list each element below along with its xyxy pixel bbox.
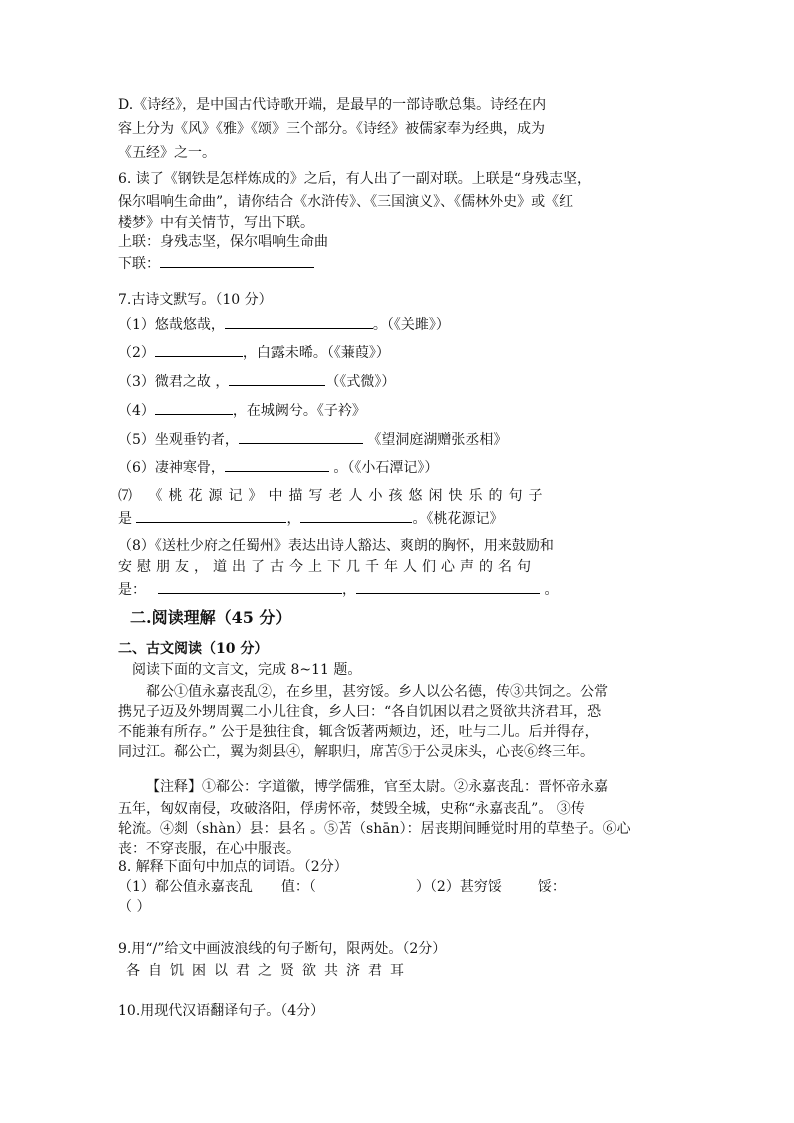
q8-item1-sentence: （1）郗公值永嘉丧乱	[118, 879, 253, 895]
q7-item4	[118, 400, 366, 420]
q7-item6-suffix: 。（《小石潭记》）	[328, 460, 439, 476]
q7-item7-comma: ，	[286, 511, 301, 527]
q7-item1-prefix: （1）悠哉悠哉，	[118, 317, 225, 333]
q6-xialian-label: 下联：	[118, 256, 160, 272]
q7-item7-blank-b[interactable]	[300, 508, 412, 523]
q6-shanglian: 上联：身残志坚，保尔唱响生命曲	[118, 234, 328, 250]
q10-title: 10.用现代汉语翻译句子。（4分）	[118, 1003, 325, 1019]
q7-item6-blank[interactable]	[225, 457, 329, 472]
note-line2: 五年，匈奴南侵，攻破洛阳，俘虏怀帝，焚毁全城，史称“永嘉丧乱”。 ③传	[118, 801, 585, 817]
q7-item8-line2: 安慰朋友，道出了古今上下几千年人们心声的名句	[118, 559, 536, 575]
q7-item8-prefix: 是：	[118, 582, 146, 598]
q7-item7-prefix: 是	[118, 511, 137, 527]
q7-item6	[118, 457, 438, 477]
q7-item3-prefix: （3）微君之故 ，	[118, 374, 230, 390]
q7-item5-prefix: （5）坐观垂钓者，	[118, 432, 239, 448]
q6-line1: 6. 读了《钢铁是怎样炼成的》之后，有人出了一副对联。上联是“身残志坚，	[118, 171, 591, 187]
q8-item2-label: 馁：	[537, 879, 566, 895]
q7-item2-suffix: ，白露未晞。（《蒹葭》）	[242, 345, 390, 361]
q9-sentence: 各自饥困以君之贤欲共济君耳	[126, 963, 412, 979]
q8-item1-label: 值：（	[280, 879, 316, 895]
q7-item5-suffix: 《望洞庭湖赠张丞相》	[362, 432, 508, 448]
q7-title: 7.古诗文默写。（10 分）	[118, 292, 273, 308]
q7-item1-blank[interactable]	[225, 314, 373, 329]
q5-option-d-line3: 《五经》之一。	[118, 145, 216, 161]
q5-option-d-line2: 容上分为《风》《雅》《颂》三个部分。《诗经》被儒家奉为经典，成为	[118, 121, 545, 137]
section2-subtitle: 二、古文阅读（10 分）	[118, 641, 269, 657]
q7-item7-blank-a[interactable]	[136, 508, 286, 523]
q7-item7-suffix: 。《桃花源记》	[412, 511, 504, 527]
q7-item1-suffix: 。（《关雎》）	[372, 317, 450, 333]
section2-title: 二.阅读理解（45 分）	[130, 608, 292, 627]
q7-item8-blank-b[interactable]	[356, 579, 540, 594]
q7-item2-blank[interactable]	[155, 342, 243, 357]
q7-item8-line1: （8）《送杜少府之任蜀州》表达出诗人豁达、爽朗的胸怀，用来鼓励和	[118, 538, 554, 554]
q7-item4-prefix: （4）	[118, 403, 155, 419]
reading-instructions: 阅读下面的文言文，完成 8~11 题。	[132, 662, 362, 678]
q7-item7-line1: ⑺ 《桃花源记》中描写老人小孩悠闲快乐的句子	[118, 488, 549, 504]
q7-item3-blank[interactable]	[229, 371, 325, 386]
q6-line2: 保尔唱响生命曲”，请你结合《水浒传》、《三国演义》、《儒林外史》或《红	[118, 194, 574, 210]
q8-item2-sentence: ）（2）甚穷馁	[415, 879, 502, 895]
q7-item4-blank[interactable]	[155, 400, 233, 415]
note-line1: 【注释】①郗公：字道徽，博学儒雅，官至太尉。②永嘉丧乱：晋怀帝永嘉	[146, 779, 608, 795]
q7-item5	[118, 429, 507, 449]
q7-item2	[118, 342, 390, 362]
q7-item8-end: 。	[540, 582, 559, 598]
q7-item3	[118, 371, 395, 391]
note-line3: 轮流。④剡（shàn）县：县名 。⑤苫（shān）：居丧期间睡觉时用的草垫子。⑥心	[118, 821, 631, 837]
q8-line1	[118, 878, 566, 896]
note-line4: 丧：不穿丧服，在心中服丧。	[118, 841, 300, 857]
q9-title: 9.用“/”给文中画波浪线的句子断句，限两处。（2分）	[118, 941, 447, 957]
q7-item5-blank[interactable]	[239, 429, 363, 444]
passage-line4: 同过江。郗公亡，翼为剡县④，解职归，席苫⑤于公灵床头，心丧⑥终三年。	[118, 744, 594, 760]
q6-xialian	[118, 253, 314, 273]
passage-line2: 携兄子迈及外甥周翼二小儿往食，乡人曰：“各自饥困以君之贤欲共济君耳，恐	[118, 704, 602, 720]
q8-title: 8. 解释下面句中加点的词语。（2分）	[118, 859, 348, 875]
q7-item2-prefix: （2）	[118, 345, 155, 361]
q7-item4-suffix: ，在城阙兮。《子衿》	[232, 403, 366, 419]
q7-item7-line2	[118, 508, 503, 528]
q5-option-d-line1: D.《诗经》，是中国古代诗歌开端，是最早的一部诗歌总集。诗经在内	[118, 97, 547, 113]
q7-item8-line3	[118, 579, 558, 599]
q7-item6-prefix: （6）凄神寒骨，	[118, 460, 225, 476]
q6-answer-blank[interactable]	[160, 253, 314, 268]
q8-line2[interactable]: （ ）	[118, 899, 151, 915]
q6-line3: 楼梦》中有关情节，写出下联。	[118, 215, 314, 231]
passage-line1: 郗公①值永嘉丧乱②，在乡里，甚穷馁。乡人以公名德，传③共饲之。公常	[146, 684, 608, 700]
q7-item3-suffix: （《式微》）	[325, 374, 396, 390]
passage-line3: 不能兼有所存。” 公于是独往食，辄含饭著两颊边，还，吐与二儿。后并得存，	[118, 724, 599, 740]
q7-item1	[118, 314, 450, 334]
q7-item8-comma: ，	[342, 582, 356, 598]
q7-item8-blank-a[interactable]	[158, 579, 342, 594]
